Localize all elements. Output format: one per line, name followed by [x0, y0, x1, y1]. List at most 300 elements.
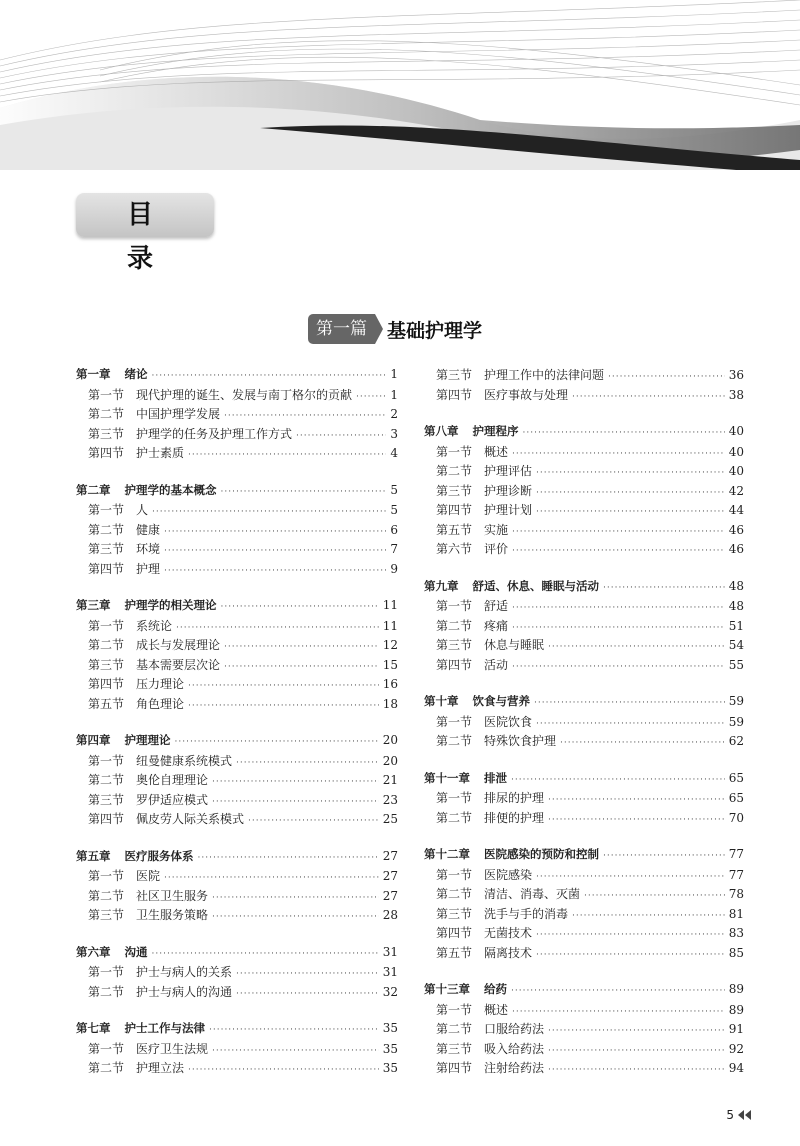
dot-leader: [548, 795, 725, 805]
section-title: 成长与发展理论: [136, 638, 221, 652]
section-label: 第二节: [88, 1061, 125, 1075]
toc-section-entry[interactable]: [424, 366, 744, 386]
chapter-label: 第六章: [76, 944, 111, 959]
chapter-title: 护士工作与法律: [124, 1021, 205, 1035]
section-title: 护理诊断: [484, 483, 533, 498]
section-title: 医院感染: [484, 867, 533, 882]
page-ref: 94: [728, 1061, 744, 1075]
section-label: 第二节: [436, 464, 473, 478]
toc-column-left: [76, 366, 398, 1097]
section-label: 第五节: [436, 945, 473, 960]
dot-leader: [536, 930, 725, 940]
page-ref: 51: [728, 618, 744, 633]
section-title: 角色理论: [136, 696, 185, 711]
section-title: 疼痛: [484, 618, 509, 633]
page-ref: 23: [382, 792, 398, 807]
section-label: 第四节: [436, 503, 473, 517]
dot-leader: [164, 546, 386, 556]
page-ref: 46: [728, 542, 744, 556]
page-ref: 77: [728, 867, 744, 882]
dot-leader: [572, 392, 725, 402]
page-ref: 48: [728, 599, 744, 613]
section-label: 第四节: [436, 657, 473, 672]
dot-leader: [536, 872, 725, 882]
dot-leader: [198, 853, 379, 863]
part-name: 基础护理学: [387, 319, 483, 342]
section-label: 第一节: [88, 618, 125, 633]
toc-chapter: [424, 693, 744, 752]
toc-chapter-entry[interactable]: [76, 482, 398, 502]
page-ref: 81: [728, 906, 744, 921]
section-label: 第三节: [88, 657, 125, 672]
page-ref: 4: [390, 446, 398, 460]
section-title: 护理评估: [484, 464, 533, 478]
section-label: 第三节: [436, 1041, 473, 1056]
page-ref: 31: [382, 944, 398, 959]
toc-section-entry[interactable]: [76, 867, 398, 887]
section-title: 医疗事故与处理: [484, 387, 569, 402]
section-label: 第六节: [436, 542, 473, 556]
section-label: 第四节: [436, 387, 473, 402]
toc-section-entry[interactable]: [76, 617, 398, 637]
dot-leader: [212, 777, 379, 787]
dot-leader: [512, 623, 725, 633]
page-ref: 3: [390, 426, 398, 441]
toc-section-entry[interactable]: [76, 887, 398, 907]
toc-section-entry[interactable]: [424, 1001, 744, 1021]
toc-section-entry[interactable]: [424, 656, 744, 676]
toc-section-entry[interactable]: [424, 386, 744, 406]
dot-leader: [584, 891, 725, 901]
page-ref: 55: [728, 657, 744, 672]
toc-chapter: [76, 597, 398, 714]
toc-section-entry[interactable]: [76, 1040, 398, 1060]
section-label: 第二节: [88, 888, 125, 903]
toc-section-entry[interactable]: [424, 462, 744, 482]
section-label: 第一节: [436, 444, 473, 459]
toc-section-entry[interactable]: [424, 944, 744, 964]
section-label: 第三节: [88, 426, 125, 441]
section-label: 第一节: [88, 869, 125, 883]
dot-leader: [152, 949, 379, 959]
dot-leader: [176, 623, 379, 633]
section-title: 特殊饮食护理: [484, 734, 557, 748]
toc-section-entry[interactable]: [76, 752, 398, 772]
dot-leader: [224, 411, 386, 421]
section-label: 第五节: [88, 696, 125, 711]
toc-section-entry[interactable]: [76, 695, 398, 715]
section-title: 人: [136, 503, 149, 517]
page-ref: 27: [382, 848, 398, 863]
section-label: 第二节: [436, 618, 473, 633]
page-ref: 35: [382, 1021, 398, 1035]
section-label: 第一节: [88, 387, 125, 402]
page-ref: 65: [728, 770, 744, 785]
toc-chapter: [424, 846, 744, 963]
toc-section-entry[interactable]: [424, 482, 744, 502]
section-title: 洗手与手的消毒: [484, 906, 569, 921]
section-title: 社区卫生服务: [136, 888, 209, 903]
section-title: 清洁、消毒、灭菌: [484, 887, 581, 901]
toc-section-entry[interactable]: [76, 791, 398, 811]
section-title: 医疗卫生法规: [136, 1041, 209, 1056]
page-ref: 31: [382, 965, 398, 979]
page-ref: 89: [728, 982, 744, 996]
section-label: 第一节: [88, 1041, 125, 1056]
section-title: 护士与病人的沟通: [136, 984, 233, 999]
page-number: 5: [726, 1108, 734, 1122]
dot-leader: [164, 566, 386, 576]
toc-chapter-entry[interactable]: [424, 981, 744, 1001]
page-ref: 89: [728, 1002, 744, 1017]
dot-leader: [572, 911, 725, 921]
toc-section-entry[interactable]: [76, 560, 398, 580]
page-ref: 27: [382, 869, 398, 883]
toc-section-entry[interactable]: [76, 636, 398, 656]
toc-chapter-entry[interactable]: [76, 848, 398, 868]
section-title: 概述: [484, 1002, 509, 1017]
dot-leader: [152, 371, 387, 381]
toc-section-entry[interactable]: [76, 425, 398, 445]
chapter-label: 第三章: [76, 598, 111, 612]
toc-section-entry[interactable]: [76, 1059, 398, 1079]
toc-section-entry[interactable]: [76, 386, 398, 406]
dot-leader: [236, 989, 379, 999]
section-title: 医院: [136, 869, 161, 883]
toc-section-entry[interactable]: [76, 444, 398, 464]
chapter-title: 舒适、休息、睡眠与活动: [472, 578, 599, 593]
dot-leader: [188, 1065, 379, 1075]
toc-section-entry[interactable]: [76, 656, 398, 676]
section-label: 第一节: [436, 1002, 473, 1017]
section-title: 现代护理的诞生、发展与南丁格尔的贡献: [136, 387, 353, 402]
dot-leader: [164, 527, 386, 537]
page-ref: 70: [728, 810, 744, 825]
dot-leader: [236, 758, 379, 768]
page-ref: 18: [382, 696, 398, 711]
section-title: 吸入给药法: [484, 1041, 545, 1056]
page-ref: 28: [382, 908, 398, 922]
page-ref: 21: [382, 773, 398, 787]
dot-leader: [536, 950, 725, 960]
toc-section-entry[interactable]: [76, 405, 398, 425]
page-ref: 59: [728, 714, 744, 729]
toc-section-entry[interactable]: [424, 443, 744, 463]
section-title: 口服给药法: [484, 1022, 545, 1036]
double-left-arrow-icon: [738, 1110, 752, 1120]
section-title: 基本需要层次论: [136, 657, 221, 672]
arrow-right-icon: [375, 314, 383, 344]
toc-section-entry[interactable]: [424, 732, 744, 752]
toc-chapter-entry[interactable]: [424, 423, 744, 443]
toc-chapter-entry[interactable]: [76, 366, 398, 386]
toc-chapter: [424, 366, 744, 405]
dot-leader: [236, 969, 379, 979]
dot-leader: [548, 1046, 725, 1056]
toc-chapter-entry[interactable]: [76, 732, 398, 752]
toc-section-entry[interactable]: [424, 1059, 744, 1079]
section-label: 第一节: [88, 965, 125, 979]
toc-section-entry[interactable]: [76, 906, 398, 926]
section-title: 概述: [484, 444, 509, 459]
section-label: 第二节: [436, 734, 473, 748]
dot-leader: [212, 1046, 379, 1056]
page-ref: 11: [382, 618, 398, 633]
chapter-title: 沟通: [124, 944, 148, 959]
page-ref: 65: [728, 791, 744, 805]
toc-chapter: [76, 848, 398, 926]
dot-leader: [511, 775, 725, 785]
section-label: 第三节: [436, 906, 473, 921]
toc-section-entry[interactable]: [424, 521, 744, 541]
toc-chapter-entry[interactable]: [424, 578, 744, 598]
section-label: 第三节: [88, 908, 125, 922]
toc-chapter-entry[interactable]: [424, 846, 744, 866]
section-label: 第一节: [436, 867, 473, 882]
chapter-title: 护理程序: [472, 424, 519, 438]
page-ref: 2: [390, 407, 398, 421]
page-ref: 20: [382, 733, 398, 747]
dot-leader: [512, 662, 725, 672]
dot-leader: [164, 873, 379, 883]
section-label: 第二节: [436, 810, 473, 825]
chapter-label: 第二章: [76, 482, 111, 497]
chapter-label: 第四章: [76, 733, 111, 747]
section-label: 第一节: [88, 503, 125, 517]
dot-leader: [512, 527, 725, 537]
page-ref: 85: [728, 945, 744, 960]
section-label: 第一节: [436, 714, 473, 729]
dot-leader: [188, 450, 386, 460]
page-ref: 92: [728, 1041, 744, 1056]
toc-section-entry[interactable]: [76, 810, 398, 830]
dot-leader: [548, 1065, 725, 1075]
toc-section-entry[interactable]: [76, 501, 398, 521]
dot-leader: [512, 1007, 725, 1017]
dot-leader: [560, 738, 725, 748]
dot-leader: [152, 507, 386, 517]
part-title: [308, 314, 482, 344]
toc-chapter-entry[interactable]: [76, 944, 398, 964]
toc-section-entry[interactable]: [76, 540, 398, 560]
dot-leader: [536, 468, 725, 478]
section-title: 护士与病人的关系: [136, 965, 233, 979]
page-ref: 16: [382, 677, 398, 691]
dot-leader: [512, 449, 725, 459]
toc-column-right: [424, 366, 744, 1097]
dot-leader: [534, 698, 725, 708]
toc-chapter: [424, 578, 744, 676]
page-ref: 78: [728, 887, 744, 901]
page-ref: 40: [728, 444, 744, 459]
chapter-label: 第一章: [76, 367, 111, 381]
section-title: 排尿的护理: [484, 791, 545, 805]
section-label: 第二节: [88, 522, 125, 537]
chapter-title: 排泄: [484, 770, 507, 785]
section-title: 实施: [484, 522, 509, 537]
toc-chapter: [424, 770, 744, 829]
page-ref: 62: [728, 734, 744, 748]
section-label: 第三节: [88, 542, 125, 556]
section-label: 第二节: [88, 638, 125, 652]
toc-section-entry[interactable]: [76, 963, 398, 983]
section-title: 排便的护理: [484, 810, 545, 825]
chapter-label: 第九章: [424, 578, 459, 593]
toc-section-entry[interactable]: [424, 1040, 744, 1060]
page-ref: 9: [390, 561, 398, 576]
section-label: 第四节: [88, 677, 125, 691]
section-label: 第三节: [436, 483, 473, 498]
section-title: 评价: [484, 542, 509, 556]
page-ref: 48: [728, 578, 744, 593]
dot-leader: [548, 642, 725, 652]
page-ref: 5: [390, 503, 398, 517]
section-title: 护理立法: [136, 1061, 185, 1075]
chapter-title: 护理理论: [124, 733, 171, 747]
page-ref: 59: [728, 694, 744, 708]
chapter-title: 给药: [484, 982, 507, 996]
toc-section-entry[interactable]: [424, 540, 744, 560]
toc-section-entry[interactable]: [424, 905, 744, 925]
page-ref: 32: [382, 984, 398, 999]
page-ref: 11: [382, 598, 398, 612]
toc-section-entry[interactable]: [76, 771, 398, 791]
toc-chapter: [76, 366, 398, 464]
page-footer: [726, 1108, 752, 1122]
dot-leader: [536, 507, 725, 517]
dot-leader: [356, 392, 386, 402]
section-title: 舒适: [484, 599, 509, 613]
chapter-label: 第七章: [76, 1021, 111, 1035]
dot-leader: [512, 603, 725, 613]
toc-section-entry[interactable]: [424, 1020, 744, 1040]
page-ref: 35: [382, 1041, 398, 1056]
toc-section-entry[interactable]: [424, 789, 744, 809]
page-ref: 15: [382, 657, 398, 672]
toc-section-entry[interactable]: [424, 809, 744, 829]
toc-chapter: [76, 482, 398, 580]
section-title: 医院饮食: [484, 714, 533, 729]
toc-section-entry[interactable]: [76, 675, 398, 695]
toc-section-entry[interactable]: [424, 597, 744, 617]
dot-leader: [224, 662, 379, 672]
page-ref: 5: [390, 482, 398, 497]
toc-chapter-entry[interactable]: [424, 770, 744, 790]
page-ref: 40: [728, 464, 744, 478]
dot-leader: [212, 912, 379, 922]
dot-leader: [248, 816, 379, 826]
dot-leader: [221, 602, 379, 612]
toc-section-entry[interactable]: [424, 617, 744, 637]
section-title: 环境: [136, 542, 161, 556]
dot-leader: [296, 431, 386, 441]
section-title: 护理工作中的法律问题: [484, 368, 605, 382]
toc-section-entry[interactable]: [424, 885, 744, 905]
page-ref: 46: [728, 522, 744, 537]
section-title: 护理学的任务及护理工作方式: [136, 426, 293, 441]
header-wave-decoration: [0, 0, 800, 180]
chapter-label: 第十章: [424, 694, 459, 708]
section-title: 系统论: [136, 618, 173, 633]
section-label: 第一节: [436, 791, 473, 805]
toc-section-entry[interactable]: [76, 521, 398, 541]
toc-chapter: [424, 423, 744, 560]
dot-leader: [221, 487, 387, 497]
page-ref: 20: [382, 753, 398, 768]
page-ref: 83: [728, 926, 744, 940]
section-title: 休息与睡眠: [484, 638, 545, 652]
section-title: 罗伊适应模式: [136, 792, 209, 807]
dot-leader: [209, 1025, 379, 1035]
page-ref: 38: [728, 387, 744, 402]
chapter-label: 第十三章: [424, 982, 470, 996]
page-ref: 25: [382, 812, 398, 826]
toc-chapter-entry[interactable]: [424, 693, 744, 713]
dot-leader: [608, 372, 725, 382]
section-title: 卫生服务策略: [136, 908, 209, 922]
toc-section-entry[interactable]: [424, 713, 744, 733]
chapter-title: 饮食与营养: [472, 694, 530, 708]
dot-leader: [603, 851, 725, 861]
section-title: 纽曼健康系统模式: [136, 753, 233, 768]
toc-chapter-entry[interactable]: [76, 597, 398, 617]
page-ref: 1: [390, 367, 398, 381]
toc-section-entry[interactable]: [424, 501, 744, 521]
dot-leader: [523, 428, 725, 438]
section-title: 奥伦自理理论: [136, 773, 209, 787]
dot-leader: [548, 1026, 725, 1036]
section-label: 第三节: [88, 792, 125, 807]
chapter-title: 护理学的基本概念: [124, 482, 217, 497]
page-ref: 27: [382, 888, 398, 903]
section-title: 无菌技术: [484, 926, 533, 940]
section-title: 佩皮劳人际关系模式: [136, 812, 245, 826]
page-title: 目 录: [76, 193, 214, 237]
page-ref: 77: [728, 847, 744, 861]
section-label: 第四节: [436, 926, 473, 940]
section-title: 护理计划: [484, 503, 533, 517]
page-ref: 35: [382, 1061, 398, 1075]
section-label: 第四节: [88, 561, 125, 576]
section-label: 第四节: [88, 446, 125, 460]
dot-leader: [536, 719, 725, 729]
toc-chapter-entry[interactable]: [76, 1020, 398, 1040]
section-label: 第一节: [436, 599, 473, 613]
section-title: 护士素质: [136, 446, 185, 460]
section-label: 第四节: [436, 1061, 473, 1075]
section-title: 注射给药法: [484, 1061, 545, 1075]
toc-section-entry[interactable]: [424, 636, 744, 656]
dot-leader: [212, 797, 379, 807]
dot-leader: [603, 583, 725, 593]
section-title: 护理: [136, 561, 161, 576]
dot-leader: [536, 488, 725, 498]
toc-section-entry[interactable]: [424, 924, 744, 944]
page-ref: 6: [390, 522, 398, 537]
dot-leader: [224, 642, 379, 652]
dot-leader: [512, 546, 725, 556]
section-title: 健康: [136, 522, 161, 537]
section-title: 压力理论: [136, 677, 185, 691]
section-label: 第三节: [436, 368, 473, 382]
page-ref: 12: [382, 638, 398, 652]
dot-leader: [188, 701, 379, 711]
section-title: 中国护理学发展: [136, 407, 221, 421]
toc-section-entry[interactable]: [424, 866, 744, 886]
page-ref: 1: [390, 387, 398, 402]
section-label: 第二节: [88, 984, 125, 999]
toc-section-entry[interactable]: [76, 983, 398, 1003]
